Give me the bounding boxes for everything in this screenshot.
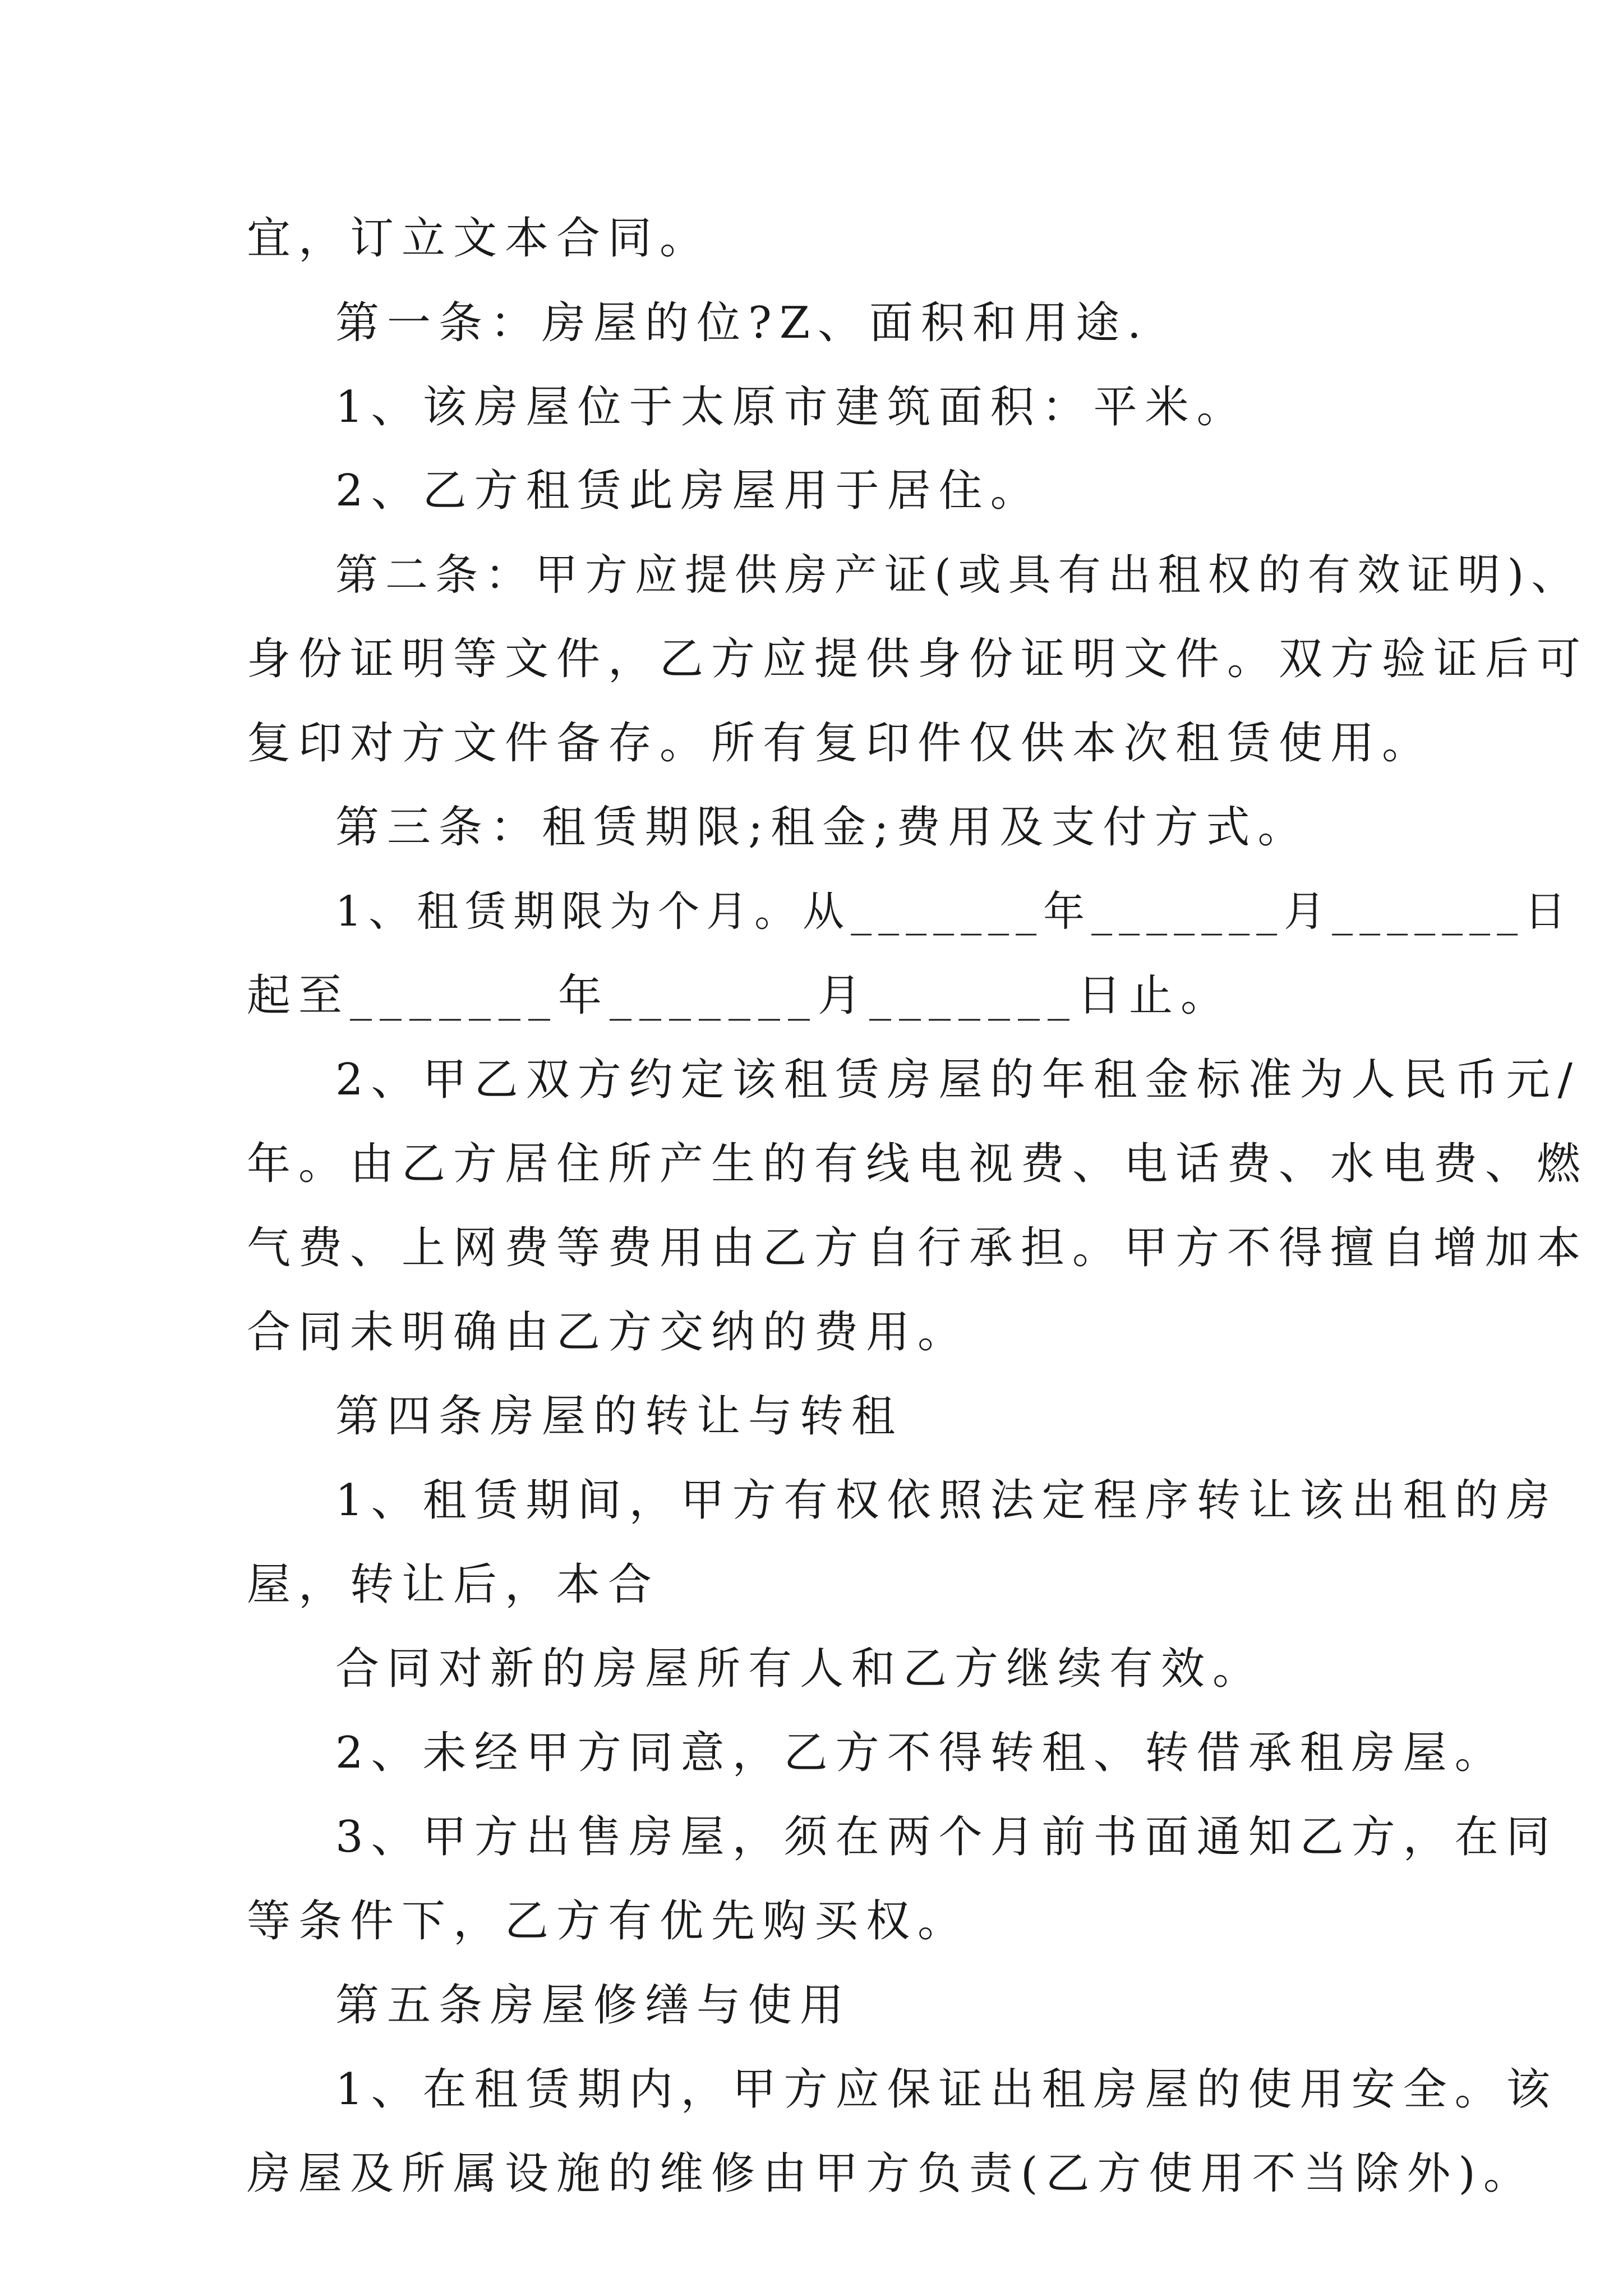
text-line: 1、租赁期间，甲方有权依照法定程序转让该出租的房 xyxy=(335,1475,1558,1526)
text-line: 等条件下，乙方有优先购买权。 xyxy=(247,1896,970,1947)
text-line: 3、甲方出售房屋，须在两个月前书面通知乙方，在同 xyxy=(335,1812,1558,1862)
text-line: 第二条：甲方应提供房产证(或具有出租权的有效证明)、 xyxy=(335,550,1581,600)
text-line: 2、乙方租赁此房屋用于居住。 xyxy=(335,466,1042,516)
text-line: 屋，转让后，本合 xyxy=(247,1559,660,1610)
text-line: 2、甲乙双方约定该租赁房屋的年租金标准为人民币元/ xyxy=(335,1055,1580,1105)
text-line: 第一条：房屋的位?Z、面积和用途. xyxy=(335,298,1149,348)
text-line: 2、未经甲方同意，乙方不得转租、转借承租房屋。 xyxy=(335,1728,1506,1778)
text-line: 第四条房屋的转让与转租 xyxy=(335,1391,903,1442)
text-line: 第五条房屋修缮与使用 xyxy=(335,1980,852,2031)
text-line: 1、该房屋位于太原市建筑面积：平米。 xyxy=(335,382,1248,432)
text-line: 合同对新的房屋所有人和乙方继续有效。 xyxy=(335,1644,1265,1694)
text-line: 复印对方文件备存。所有复印件仅供本次租赁使用。 xyxy=(247,718,1434,769)
text-line: 年。由乙方居住所产生的有线电视费、电话费、水电费、燃 xyxy=(247,1139,1589,1189)
text-line: 1、在租赁期内，甲方应保证出租房屋的使用安全。该 xyxy=(335,2064,1558,2115)
text-line: 1、租赁期限为个月。从_______年_______月_______日 xyxy=(335,887,1573,936)
text-line: 合同未明确由乙方交纳的费用。 xyxy=(247,1307,970,1358)
text-line: 气费、上网费等费用由乙方自行承担。甲方不得擅自增加本 xyxy=(247,1223,1589,1273)
text-line: 第三条：租赁期限;租金;费用及支付方式。 xyxy=(335,802,1310,853)
text-line: 身份证明等文件，乙方应提供身份证明文件。双方验证后可 xyxy=(247,634,1589,684)
text-line: 起至_______年_______月_______日止。 xyxy=(247,970,1233,1021)
text-line: 宜，订立文本合同。 xyxy=(247,213,712,264)
text-line: 房屋及所属设施的维修由甲方负责(乙方使用不当除外)。 xyxy=(247,2148,1535,2199)
